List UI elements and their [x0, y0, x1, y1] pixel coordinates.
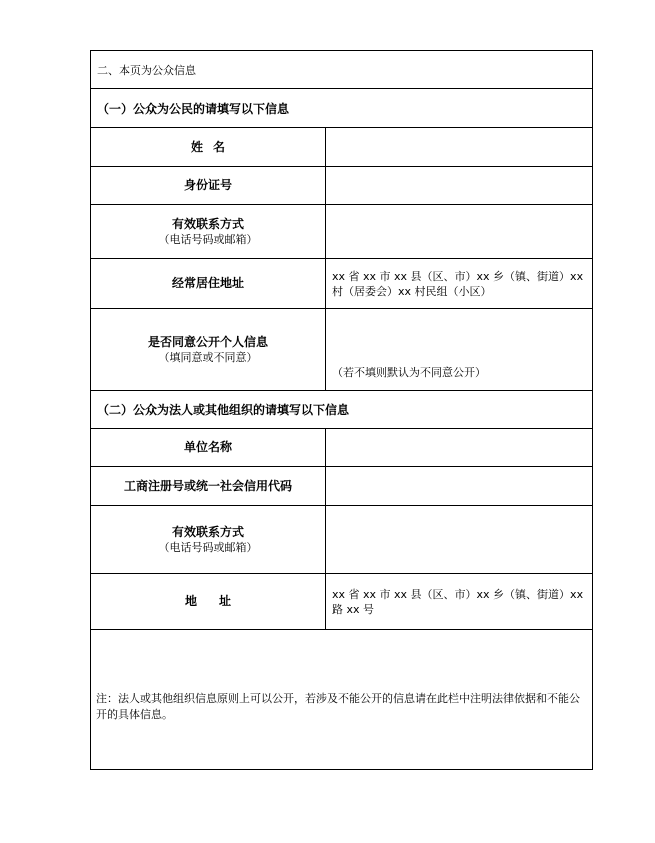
citizen-contact-label: 有效联系方式 [171, 216, 244, 231]
registration-label: 工商注册号或统一社会信用代码 [123, 478, 292, 493]
residence-label-cell [91, 259, 326, 308]
name-label-cell [91, 128, 326, 166]
consent-label-cell [91, 309, 326, 390]
org-heading-row [91, 391, 592, 429]
consent-hint: （填同意或不同意） [158, 350, 258, 364]
org-address-value: xx 省 xx 市 xx 县（区、市）xx 乡（镇、街道）xx 路 xx 号 [332, 587, 584, 616]
registration-label-cell [91, 467, 326, 505]
org-address-label-cell [91, 574, 326, 629]
residence-value: xx 省 xx 市 xx 县（区、市）xx 乡（镇、街道）xx 村（居委会）xx 村民组（小区） [332, 269, 584, 298]
consent-label: 是否同意公开个人信息 [147, 334, 268, 349]
unit-name-label: 单位名称 [183, 440, 232, 454]
org-contact-label: 有效联系方式 [171, 524, 244, 539]
registration-row [91, 467, 592, 506]
org-address-field[interactable] [326, 574, 592, 629]
residence-field[interactable] [326, 259, 592, 308]
citizen-heading: （一）公众为公民的请填写以下信息 [97, 101, 290, 116]
citizen-contact-row [91, 205, 592, 259]
registration-field[interactable] [326, 467, 592, 505]
citizen-heading-row [91, 89, 592, 128]
citizen-contact-hint: （电话号码或邮箱） [158, 232, 258, 246]
consent-note: （若不填则默认为不同意公开） [332, 366, 486, 379]
id-number-label: 身份证号 [183, 178, 232, 192]
unit-name-label-cell [91, 429, 326, 466]
public-info-form [90, 50, 593, 770]
citizen-contact-field[interactable] [326, 205, 592, 258]
name-row [91, 128, 592, 167]
name-label: 姓名 [190, 139, 235, 154]
org-contact-label-cell [91, 506, 326, 573]
note-row[interactable] [91, 630, 592, 769]
consent-field[interactable] [326, 309, 592, 390]
org-contact-field[interactable] [326, 506, 592, 573]
disclosure-note: 注：法人或其他组织信息原则上可以公开，若涉及不能公开的信息请在此栏中注明法律依据和不能公开的具体信息。 [96, 692, 580, 721]
id-number-row [91, 167, 592, 205]
id-number-label-cell [91, 167, 326, 204]
unit-name-field[interactable] [326, 429, 592, 466]
residence-row [91, 259, 592, 309]
name-field[interactable] [326, 128, 592, 166]
id-number-field[interactable] [326, 167, 592, 204]
org-address-row [91, 574, 592, 630]
org-contact-hint: （电话号码或邮箱） [158, 540, 258, 554]
consent-row [91, 309, 592, 391]
section-header-row [91, 51, 592, 89]
section-title: 二、本页为公众信息 [97, 63, 196, 77]
citizen-contact-label-cell [91, 205, 326, 258]
org-heading: （二）公众为法人或其他组织的请填写以下信息 [97, 403, 350, 417]
unit-name-row [91, 429, 592, 467]
residence-label: 经常居住地址 [171, 276, 244, 290]
org-contact-row [91, 506, 592, 574]
org-address-label: 地址 [184, 594, 253, 608]
